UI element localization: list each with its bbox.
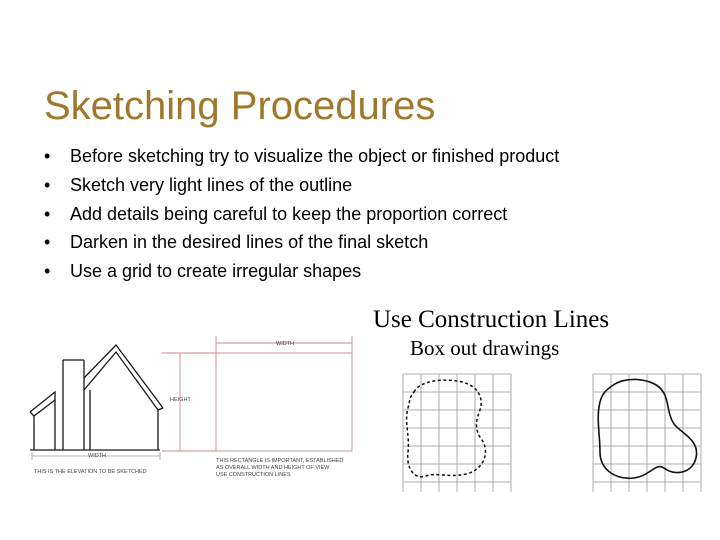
house-sketch [30, 345, 163, 450]
rect-note-line-1: THIS RECTANGLE IS IMPORTANT, ESTABLISHED [216, 458, 344, 464]
bullet-text: Before sketching try to visualize the object or finished product [70, 146, 560, 166]
irregular-shape-dashed [407, 380, 486, 477]
grid-figure-left [400, 372, 512, 492]
house-caption: THIS IS THE ELEVATION TO BE SKETCHED [34, 469, 147, 475]
house-width-label: WIDTH [88, 453, 107, 459]
bullet-text: Add details being careful to keep the proportion correct [70, 203, 508, 224]
bullet-text: Sketch very light lines of the outline [70, 174, 353, 195]
construction-rectangle [162, 336, 352, 451]
rect-note-line-2: AS OVERALL WIDTH AND HEIGHT OF VIEW [216, 465, 330, 471]
bullet-dot: • [44, 146, 51, 166]
bullet-dot: • [44, 261, 51, 282]
slide-title: Sketching Procedures [44, 84, 436, 128]
rect-note-line-3: USE CONSTRUCTION LINES [216, 472, 291, 478]
grid-lines [403, 374, 511, 492]
bullet-text: Darken in the desired lines of the final sketch [70, 232, 429, 253]
bullet-dot: • [44, 203, 51, 224]
bullet-dot: • [44, 174, 51, 195]
grid-figure-right [590, 372, 702, 492]
box-out-subheading: Box out drawings [410, 336, 560, 360]
bullet-text: Use a grid to create irregular shapes [70, 261, 362, 282]
rect-width-label: WIDTH [276, 341, 295, 347]
rect-height-label: HEIGHT [170, 397, 191, 403]
construction-lines-heading: Use Construction Lines [373, 306, 610, 333]
bullet-dot: • [44, 232, 51, 253]
